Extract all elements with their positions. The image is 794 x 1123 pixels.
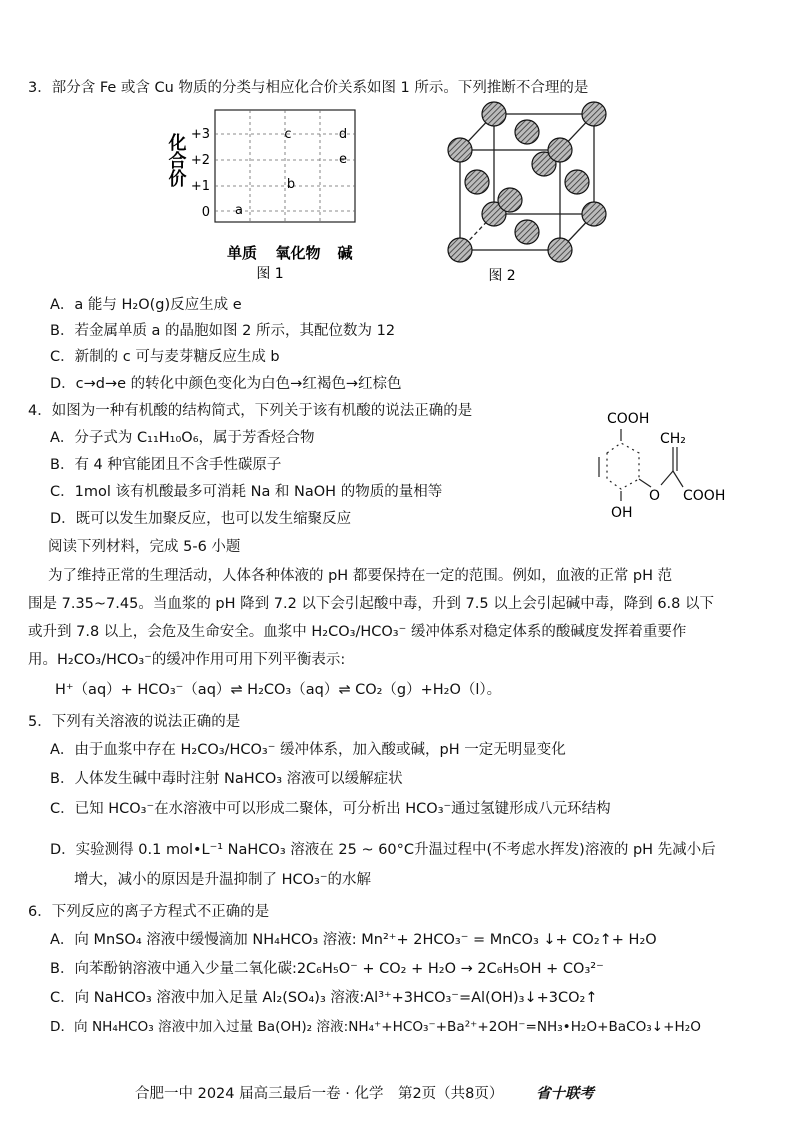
fig1-ytick-p3: +3 [190, 127, 210, 142]
fig1-point-e: e [339, 152, 347, 167]
footer-stamp: 省十联考 [536, 1085, 595, 1102]
fig1-point-a: a [235, 203, 243, 218]
q4-option-a[interactable]: A．分子式为 C₁₁H₁₀O₆，属于芳香烃合物 [50, 430, 315, 446]
q4-structure-diagram [585, 405, 775, 525]
figure-2-crystal-cell [440, 98, 610, 288]
fig1-ytick-p2: +2 [190, 153, 210, 168]
reading-line-2: 围是 7.35~7.45。当血浆的 pH 降到 7.2 以下会引起酸中毒，升到 7.5 以上会引起碱中毒，降到 6.8 以下 [28, 596, 714, 612]
q4-option-b[interactable]: B．有 4 种官能团且不含手性碳原子 [50, 457, 282, 473]
footer-text: 合肥一中 2024 届高三最后一卷 · 化学 第2页（共8页） [135, 1086, 504, 1102]
reading-line-3: 或升到 7.8 以上，会危及生命安全。血浆中 H₂CO₃/HCO₃⁻ 缓冲体系对稳定体系的酸碱度发挥着重要作 [28, 624, 687, 640]
reading-intro: 阅读下列材料，完成 5-6 小题 [48, 539, 241, 555]
figure-1-valence-chart [160, 100, 370, 280]
fig1-ytick-0: 0 [201, 205, 210, 220]
q5-option-a[interactable]: A．由于血浆中存在 H₂CO₃/HCO₃⁻ 缓冲体系，加入酸或碱，pH 一定无明显变化 [50, 742, 566, 758]
structure-ch2: CH₂ [660, 431, 686, 447]
structure-cooh-right: COOH [683, 488, 726, 504]
fig1-xlabel-base: 碱 [337, 244, 353, 262]
q5-option-c[interactable]: C．已知 HCO₃⁻在水溶液中可以形成二聚体，可分析出 HCO₃⁻通过氢键形成八元环结构 [50, 801, 611, 817]
structure-oh: OH [611, 505, 633, 521]
reading-line-4: 用。H₂CO₃/HCO₃⁻的缓冲作用可用下列平衡表示: [28, 652, 346, 668]
q4-stem: 4．如图为一种有机酸的结构简式，下列关于该有机酸的说法正确的是 [28, 403, 473, 419]
q3-option-b[interactable]: B．若金属单质 a 的晶胞如图 2 所示，其配位数为 12 [50, 323, 396, 339]
q6-option-a[interactable]: A．向 MnSO₄ 溶液中缓慢滴加 NH₄HCO₃ 溶液: Mn²⁺+ 2HCO₃⁻ = MnCO₃ ↓+ CO₂↑+ H₂O [50, 932, 657, 948]
fig1-point-c: c [284, 127, 292, 142]
q3-option-d[interactable]: D．c→d→e 的转化中颜色变化为白色→红褐色→红棕色 [50, 376, 402, 392]
fig1-caption: 图 1 [256, 266, 284, 280]
q5-option-d-line1[interactable]: D．实验测得 0.1 mol•L⁻¹ NaHCO₃ 溶液在 25 ~ 60°C升温过程中(不考虑水挥发)溶液的 pH 先减小后 [50, 842, 716, 858]
q3-option-a[interactable]: A．a 能与 H₂O(g)反应生成 e [50, 297, 242, 313]
q3-stem: 3．部分含 Fe 或含 Cu 物质的分类与相应化合价关系如图 1 所示。下列推断不合理的是 [28, 80, 589, 96]
q6-stem: 6．下列反应的离子方程式不正确的是 [28, 904, 270, 920]
page-footer [135, 1082, 594, 1103]
fig1-point-d: d [338, 127, 348, 142]
q6-option-c[interactable]: C．向 NaHCO₃ 溶液中加入足量 Al₂(SO₄)₃ 溶液:Al³⁺+3HCO₃⁻=Al(OH)₃↓+3CO₂↑ [50, 990, 598, 1006]
q6-option-d[interactable]: D．向 NH₄HCO₃ 溶液中加入过量 Ba(OH)₂ 溶液:NH₄⁺+HCO₃⁻+Ba²⁺+2OH⁻=NH₃•H₂O+BaCO₃↓+H₂O [50, 1019, 701, 1035]
structure-o: O [649, 488, 661, 504]
q3-option-c[interactable]: C．新制的 c 可与麦芽糖反应生成 b [50, 349, 280, 365]
q4-option-d[interactable]: D．既可以发生加聚反应，也可以发生缩聚反应 [50, 511, 352, 527]
q5-option-d-line2: 增大，减小的原因是升温抑制了 HCO₃⁻的水解 [74, 872, 372, 888]
q5-stem: 5．下列有关溶液的说法正确的是 [28, 714, 241, 730]
reading-line-1: 为了维持正常的生理活动，人体各种体液的 pH 都要保持在一定的范围。例如，血液的正常 pH 范 [48, 568, 673, 584]
structure-cooh-top: COOH [607, 411, 650, 427]
fig2-caption: 图 2 [488, 268, 516, 284]
fig1-ylabel: 化合价 [165, 133, 187, 187]
q6-option-b[interactable]: B．向苯酚钠溶液中通入少量二氧化碳:2C₆H₅O⁻ + CO₂ + H₂O → 2C₆H₅OH + CO₃²⁻ [50, 961, 604, 977]
fig1-point-b: b [286, 177, 296, 192]
fig1-xlabel-oxide: 氧化物 [275, 244, 321, 262]
reading-equation: H⁺（aq）+ HCO₃⁻（aq）⇌ H₂CO₃（aq）⇌ CO₂（g）+H₂O（l）。 [55, 682, 502, 698]
q4-option-c[interactable]: C．1mol 该有机酸最多可消耗 Na 和 NaOH 的物质的量相等 [50, 484, 443, 500]
fig1-ytick-p1: +1 [190, 179, 210, 194]
fig1-xlabel-element: 单质 [226, 244, 258, 262]
q5-option-b[interactable]: B．人体发生碱中毒时注射 NaHCO₃ 溶液可以缓解症状 [50, 771, 403, 787]
